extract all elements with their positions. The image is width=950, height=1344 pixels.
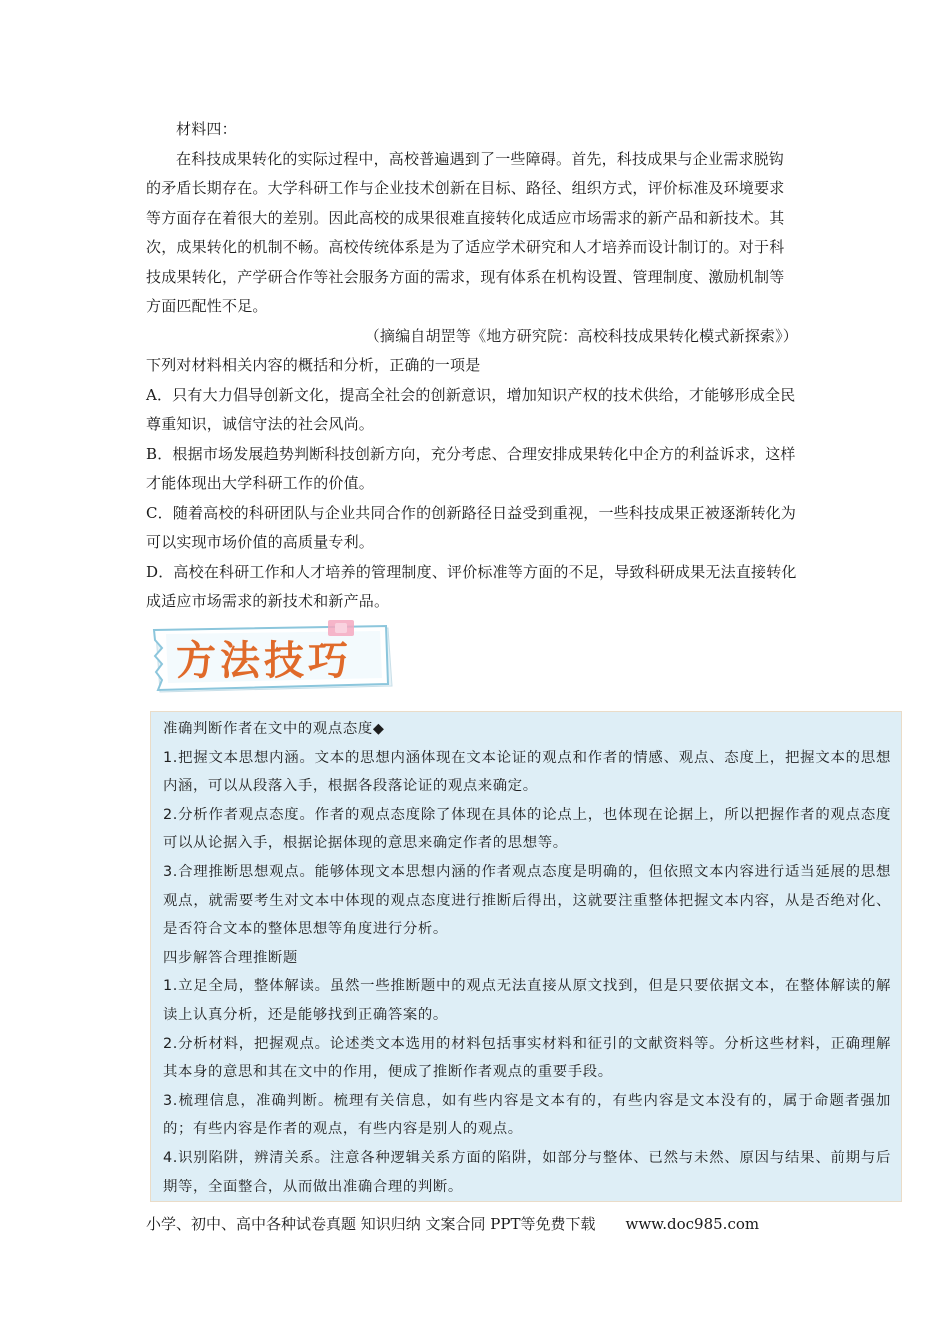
tips-line: 4.识别陷阱，辨清关系。注意各种逻辑关系方面的陷阱，如部分与整体、已然与未然、原因与结果、前期与后期等，全面整合，从而做出准确合理的判断。 [163, 1149, 891, 1195]
material-paragraph: 在科技成果转化的实际过程中，高校普遍遇到了一些障碍。首先，科技成果与企业需求脱钩的矛盾长期存在。大学科研工作与企业技术创新在目标、路径、组织方式，评价标准及环境要求等方面存在着很大的差别。因此高校的成果很难直接转化成适应市场需求的新产品和新技术。其次，成果转化的机制不畅。高校传统体系是为了适应学术研究和人才培养而设计制订的。对于科技成果转化，产学研合作等社会服务方面的需求，现有体系在机构设置、管理制度、激励机制等方面匹配性不足。 [146, 149, 785, 315]
tips-line: 3.梳理信息，准确判断。梳理有关信息，如有些内容是文本有的，有些内容是文本没有的，属于命题者强加的；有些内容是作者的观点，有些内容是别人的观点。 [163, 1092, 891, 1138]
option-d: D．高校在科研工作和人才培养的管理制度、评价标准等方面的不足，导致科研成果无法直接转化成适应市场需求的新技术和新产品。 [146, 562, 797, 610]
footer-url[interactable]: www.doc985.com [625, 1215, 760, 1233]
banner-title: 方法技巧 [176, 637, 352, 684]
footer [146, 1212, 846, 1236]
question-stem: 下列对材料相关内容的概括和分析，正确的一项是 [146, 356, 481, 374]
tips-line: 1.立足全局，整体解读。虽然一些推断题中的观点无法直接从原文找到，但是只要依据文本，在整体解读的解读上认真分析，还是能够找到正确答案的。 [163, 978, 891, 1023]
method-banner [150, 620, 395, 696]
material-heading: 材料四： [176, 120, 237, 138]
tips-box [150, 711, 902, 1202]
option-c: C．随着高校的科研团队与企业共同合作的创新路径日益受到重视，一些科技成果正被逐渐转化为可以实现市场价值的高质量专利。 [146, 503, 797, 551]
tips-line: 准确判断作者在文中的观点态度◆ [163, 721, 385, 737]
option-b: B．根据市场发展趋势判断科技创新方向，充分考虑、合理安排成果转化中企方的利益诉求，这样才能体现出大学科研工作的价值。 [146, 444, 796, 492]
footer-text: 小学、初中、高中各种试卷真题 知识归纳 文案合同 PPT等免费下载 [146, 1215, 596, 1233]
tips-line: 四步解答合理推断题 [163, 949, 298, 966]
tips-line: 2.分析材料，把握观点。论述类文本选用的材料包括事实材料和征引的文献资料等。分析这些材料，正确理解其本身的意思和其在文中的作用，便成了推断作者观点的重要手段。 [163, 1035, 891, 1081]
tips-line: 1.把握文本思想内涵。文本的思想内涵体现在文本论证的观点和作者的情感、观点、态度上，把握文本的思想内涵，可以从段落入手，根据各段落论证的观点来确定。 [163, 749, 891, 795]
tips-line: 3.合理推断思想观点。能够体现文本思想内涵的作者观点态度是明确的，但依照文本内容进行适当延展的思想观点，就需要考生对文本中体现的观点态度进行推断后得出，这就要注重整体把握文本内容，从是否绝对化、是否符合文本的整体思想等角度进行分析。 [163, 863, 891, 938]
banner-graphic [150, 620, 395, 696]
tips-line: 2.分析作者观点态度。作者的观点态度除了体现在具体的论点上，也体现在论据上，所以把握作者的观点态度可以从论据入手，根据论据体现的意思来确定作者的思想等。 [163, 806, 891, 852]
option-a: A．只有大力倡导创新文化，提高全社会的创新意识，增加知识产权的技术供给，才能够形成全民尊重知识，诚信守法的社会风尚。 [146, 385, 796, 433]
material-section [146, 115, 798, 617]
material-source: （摘编自胡罡等《地方研究院：高校科技成果转化模式新探索》） [364, 326, 798, 345]
